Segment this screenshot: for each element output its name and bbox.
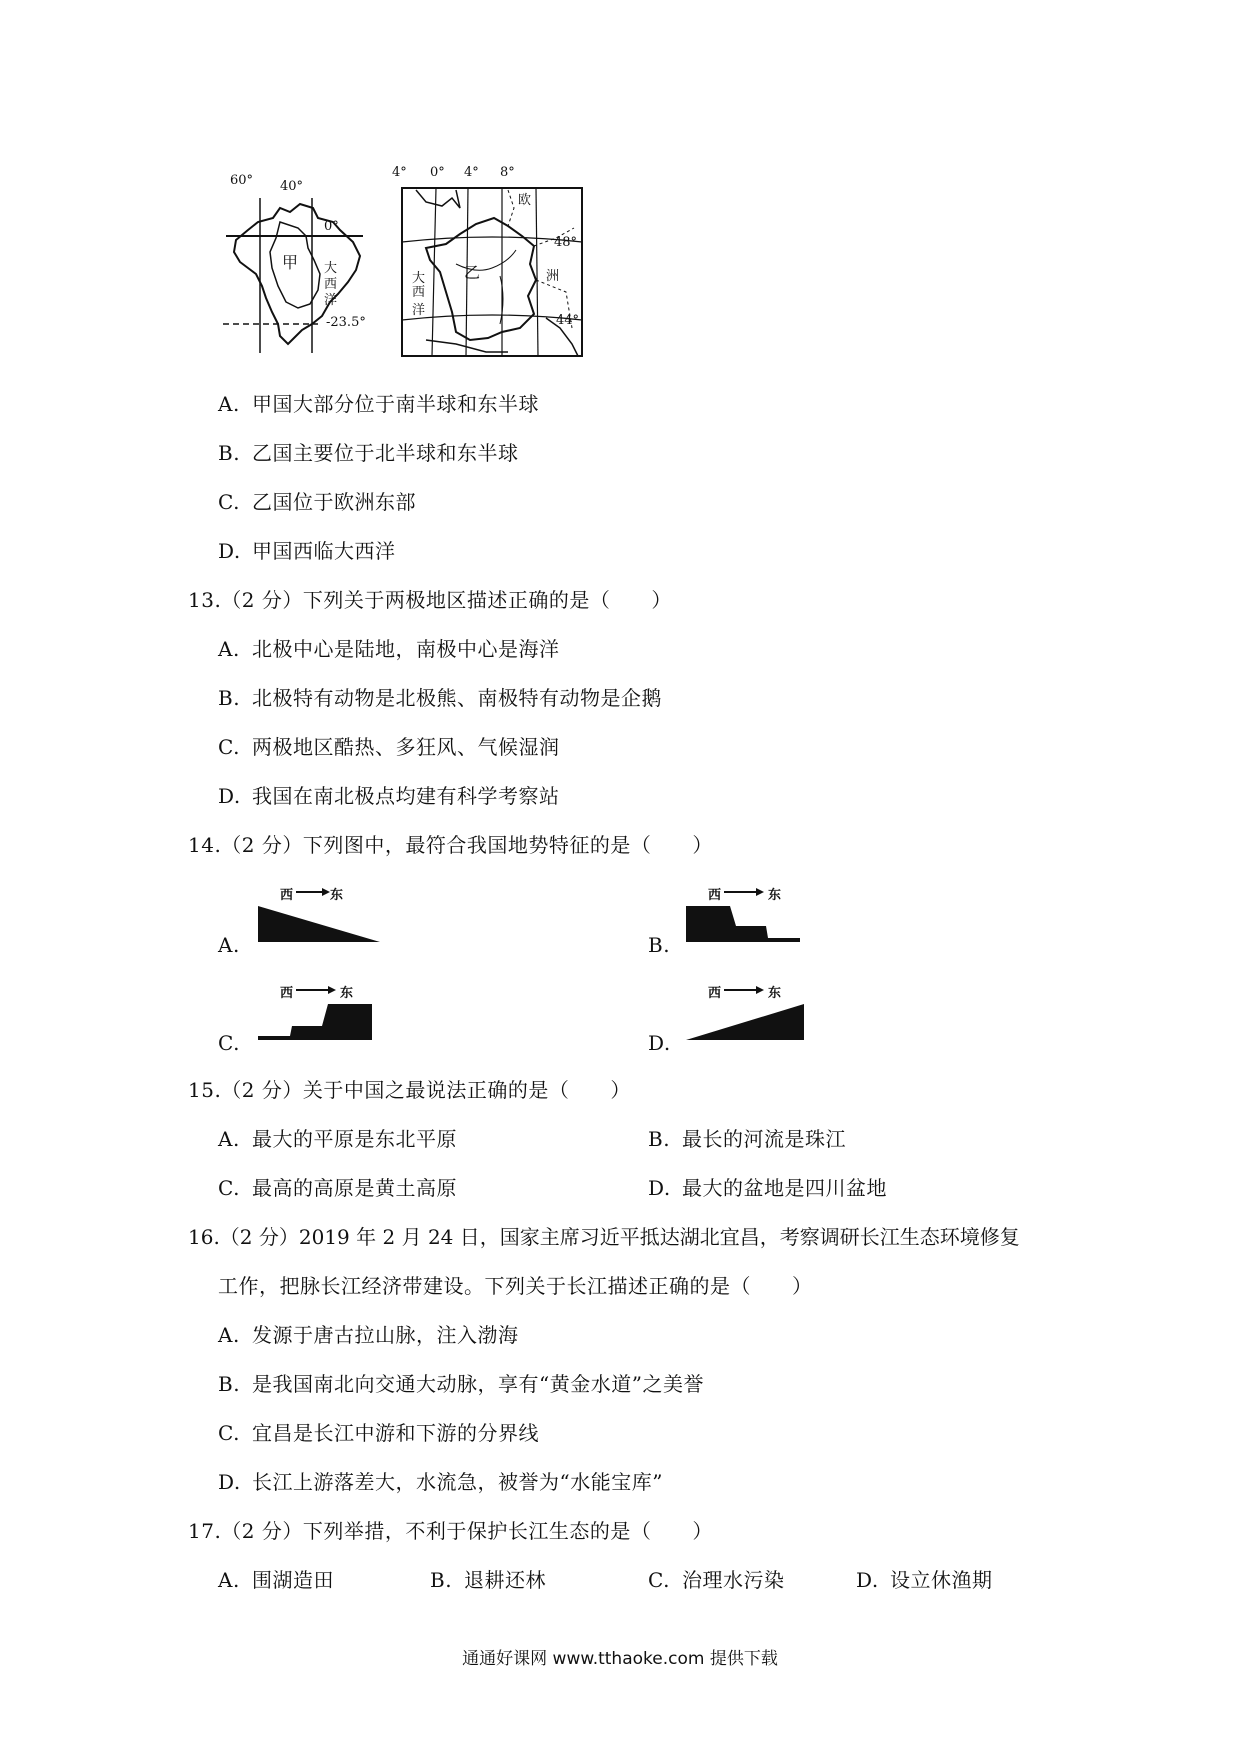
q17-option-c-letter: C. xyxy=(648,1568,670,1592)
q14-option-b-east: 东 xyxy=(768,888,782,903)
q17-option-a xyxy=(218,1567,334,1593)
q14-option-b-profile xyxy=(648,880,828,950)
q16-option-a xyxy=(218,1322,519,1348)
map-yi-drawing xyxy=(396,165,596,360)
map-jia-ocean-2: 西 xyxy=(324,277,338,292)
q16-option-d xyxy=(218,1469,663,1495)
q12-option-d xyxy=(218,538,396,564)
map-yi-ocean-1: 大 xyxy=(412,271,426,286)
q12-option-c-letter: C. xyxy=(218,490,240,514)
q15-option-d-text: 最大的盆地是四川盆地 xyxy=(682,1176,887,1200)
q15-option-a xyxy=(218,1126,457,1152)
map-yi xyxy=(392,165,596,360)
q12-option-d-text: 甲国西临大西洋 xyxy=(252,539,396,563)
q17-option-d-text: 设立休渔期 xyxy=(890,1568,993,1592)
q16-option-d-letter: D. xyxy=(218,1470,241,1494)
q15-option-b xyxy=(648,1126,846,1152)
q17-stem: 17.（2 分）下列举措，不利于保护长江生态的是（ ） xyxy=(188,1519,713,1543)
q15-option-d-letter: D. xyxy=(648,1176,671,1200)
q13-option-c-text: 两极地区酷热、多狂风、气候湿润 xyxy=(252,735,560,759)
map-yi-lon-e4: 4° xyxy=(464,165,479,180)
map-jia-ocean-1: 大 xyxy=(324,261,338,276)
q13-option-a xyxy=(218,636,560,662)
q16-option-c xyxy=(218,1420,539,1446)
map-yi-country-label: 乙 xyxy=(464,263,481,282)
q12-option-b xyxy=(218,440,519,466)
map-jia-lon-60: 60° xyxy=(230,173,254,188)
q17-option-b-text: 退耕还林 xyxy=(464,1568,546,1592)
q17-option-a-letter: A. xyxy=(218,1568,240,1592)
q13-option-a-text: 北极中心是陆地，南极中心是海洋 xyxy=(252,637,560,661)
q15-stem: 15.（2 分）关于中国之最说法正确的是（ ） xyxy=(188,1078,631,1102)
q16-stem-line2: 工作，把脉长江经济带建设。下列关于长江描述正确的是（ ） xyxy=(218,1274,813,1298)
q16-option-c-text: 宜昌是长江中游和下游的分界线 xyxy=(252,1421,539,1445)
q14-option-a xyxy=(218,880,398,957)
q14-option-a-letter: A. xyxy=(218,933,240,957)
q14-option-d-west: 西 xyxy=(708,986,722,1001)
q15-option-c xyxy=(218,1175,457,1201)
q15-option-b-letter: B. xyxy=(648,1127,671,1151)
map-yi-ocean-3: 洋 xyxy=(412,303,426,318)
q17-option-d-letter: D. xyxy=(856,1568,879,1592)
q17-option-c-text: 治理水污染 xyxy=(682,1568,785,1592)
q12-option-b-letter: B. xyxy=(218,441,241,465)
q13-option-c-letter: C. xyxy=(218,735,240,759)
q14-option-a-profile xyxy=(218,880,398,950)
map-yi-lat-48: 48° xyxy=(554,235,578,250)
q16-option-c-letter: C. xyxy=(218,1421,240,1445)
q13-option-b xyxy=(218,685,662,711)
q15-option-d xyxy=(648,1175,887,1201)
q14-option-c-profile xyxy=(218,978,398,1048)
q16-option-b-letter: B. xyxy=(218,1372,241,1396)
map-yi-lat-44: 44° xyxy=(556,313,580,328)
q17-option-a-text: 围湖造田 xyxy=(252,1568,334,1592)
q13-option-a-letter: A. xyxy=(218,637,240,661)
q13-option-b-letter: B. xyxy=(218,686,241,710)
q14-option-b-letter: B. xyxy=(648,933,671,957)
q15-option-b-text: 最长的河流是珠江 xyxy=(682,1127,846,1151)
q14-option-c-east: 东 xyxy=(340,986,354,1001)
q14-option-a-east: 东 xyxy=(330,888,344,903)
q16-option-b-text: 是我国南北向交通大动脉，享有“黄金水道”之美誉 xyxy=(252,1372,704,1396)
page-footer: 通通好课网 www.tthaoke.com 提供下载 xyxy=(462,1649,778,1669)
map-jia xyxy=(218,173,398,358)
q17-option-c xyxy=(648,1567,785,1593)
q14-option-c xyxy=(218,978,398,1055)
q14-option-c-letter: C. xyxy=(218,1031,240,1055)
q14-option-a-west: 西 xyxy=(280,888,294,903)
q12-option-d-letter: D. xyxy=(218,539,241,563)
q14-option-d-east: 东 xyxy=(768,986,782,1001)
map-jia-drawing xyxy=(218,178,398,358)
q15-option-c-text: 最高的高原是黄土高原 xyxy=(252,1176,457,1200)
q16-option-d-text: 长江上游落差大，水流急，被誉为“水能宝库” xyxy=(252,1470,663,1494)
q15-option-c-letter: C. xyxy=(218,1176,240,1200)
map-yi-lon-w4: 4° xyxy=(392,165,407,180)
q12-option-c-text: 乙国位于欧洲东部 xyxy=(252,490,416,514)
q13-option-d-letter: D. xyxy=(218,784,241,808)
q13-option-d xyxy=(218,783,560,809)
map-jia-country-label: 甲 xyxy=(282,253,299,272)
q13-option-d-text: 我国在南北极点均建有科学考察站 xyxy=(252,784,560,808)
q14-option-d-letter: D. xyxy=(648,1031,671,1055)
q12-option-a-text: 甲国大部分位于南半球和东半球 xyxy=(252,392,539,416)
map-jia-lat-235: -23.5° xyxy=(326,315,366,330)
map-jia-ocean-3: 洋 xyxy=(324,293,338,308)
q13-option-c xyxy=(218,734,560,760)
q17-option-d xyxy=(856,1567,993,1593)
q12-option-b-text: 乙国主要位于北半球和东半球 xyxy=(252,441,519,465)
q12-option-a xyxy=(218,391,539,417)
q13-option-b-text: 北极特有动物是北极熊、南极特有动物是企鹅 xyxy=(252,686,662,710)
q17-option-b-letter: B. xyxy=(430,1568,453,1592)
map-jia-lon-40: 40° xyxy=(280,179,304,194)
q14-option-b-west: 西 xyxy=(708,888,722,903)
q12-option-c xyxy=(218,489,416,515)
map-yi-lon-0: 0° xyxy=(430,165,445,180)
map-jia-lat-0: 0° xyxy=(324,219,339,234)
q12-option-a-letter: A. xyxy=(218,392,240,416)
q14-option-c-west: 西 xyxy=(280,986,294,1001)
map-yi-lon-e8: 8° xyxy=(500,165,515,180)
q14-stem: 14.（2 分）下列图中，最符合我国地势特征的是（ ） xyxy=(188,833,713,857)
map-yi-europe-1: 欧 xyxy=(518,193,532,208)
q17-option-b xyxy=(430,1567,546,1593)
q15-option-a-text: 最大的平原是东北平原 xyxy=(252,1127,457,1151)
q13-stem: 13.（2 分）下列关于两极地区描述正确的是（ ） xyxy=(188,588,672,612)
map-yi-ocean-2: 西 xyxy=(412,285,426,300)
q14-option-d xyxy=(648,978,828,1055)
q14-option-d-profile xyxy=(648,978,828,1048)
q16-option-b xyxy=(218,1371,704,1397)
q16-option-a-letter: A. xyxy=(218,1323,240,1347)
q16-stem-line1: 16.（2 分）2019 年 2 月 24 日，国家主席习近平抵达湖北宜昌，考察调研长江生态环境修复 xyxy=(188,1225,1020,1249)
q14-option-b xyxy=(648,880,828,957)
map-yi-europe-2: 洲 xyxy=(546,269,560,284)
q15-option-a-letter: A. xyxy=(218,1127,240,1151)
q16-option-a-text: 发源于唐古拉山脉，注入渤海 xyxy=(252,1323,519,1347)
